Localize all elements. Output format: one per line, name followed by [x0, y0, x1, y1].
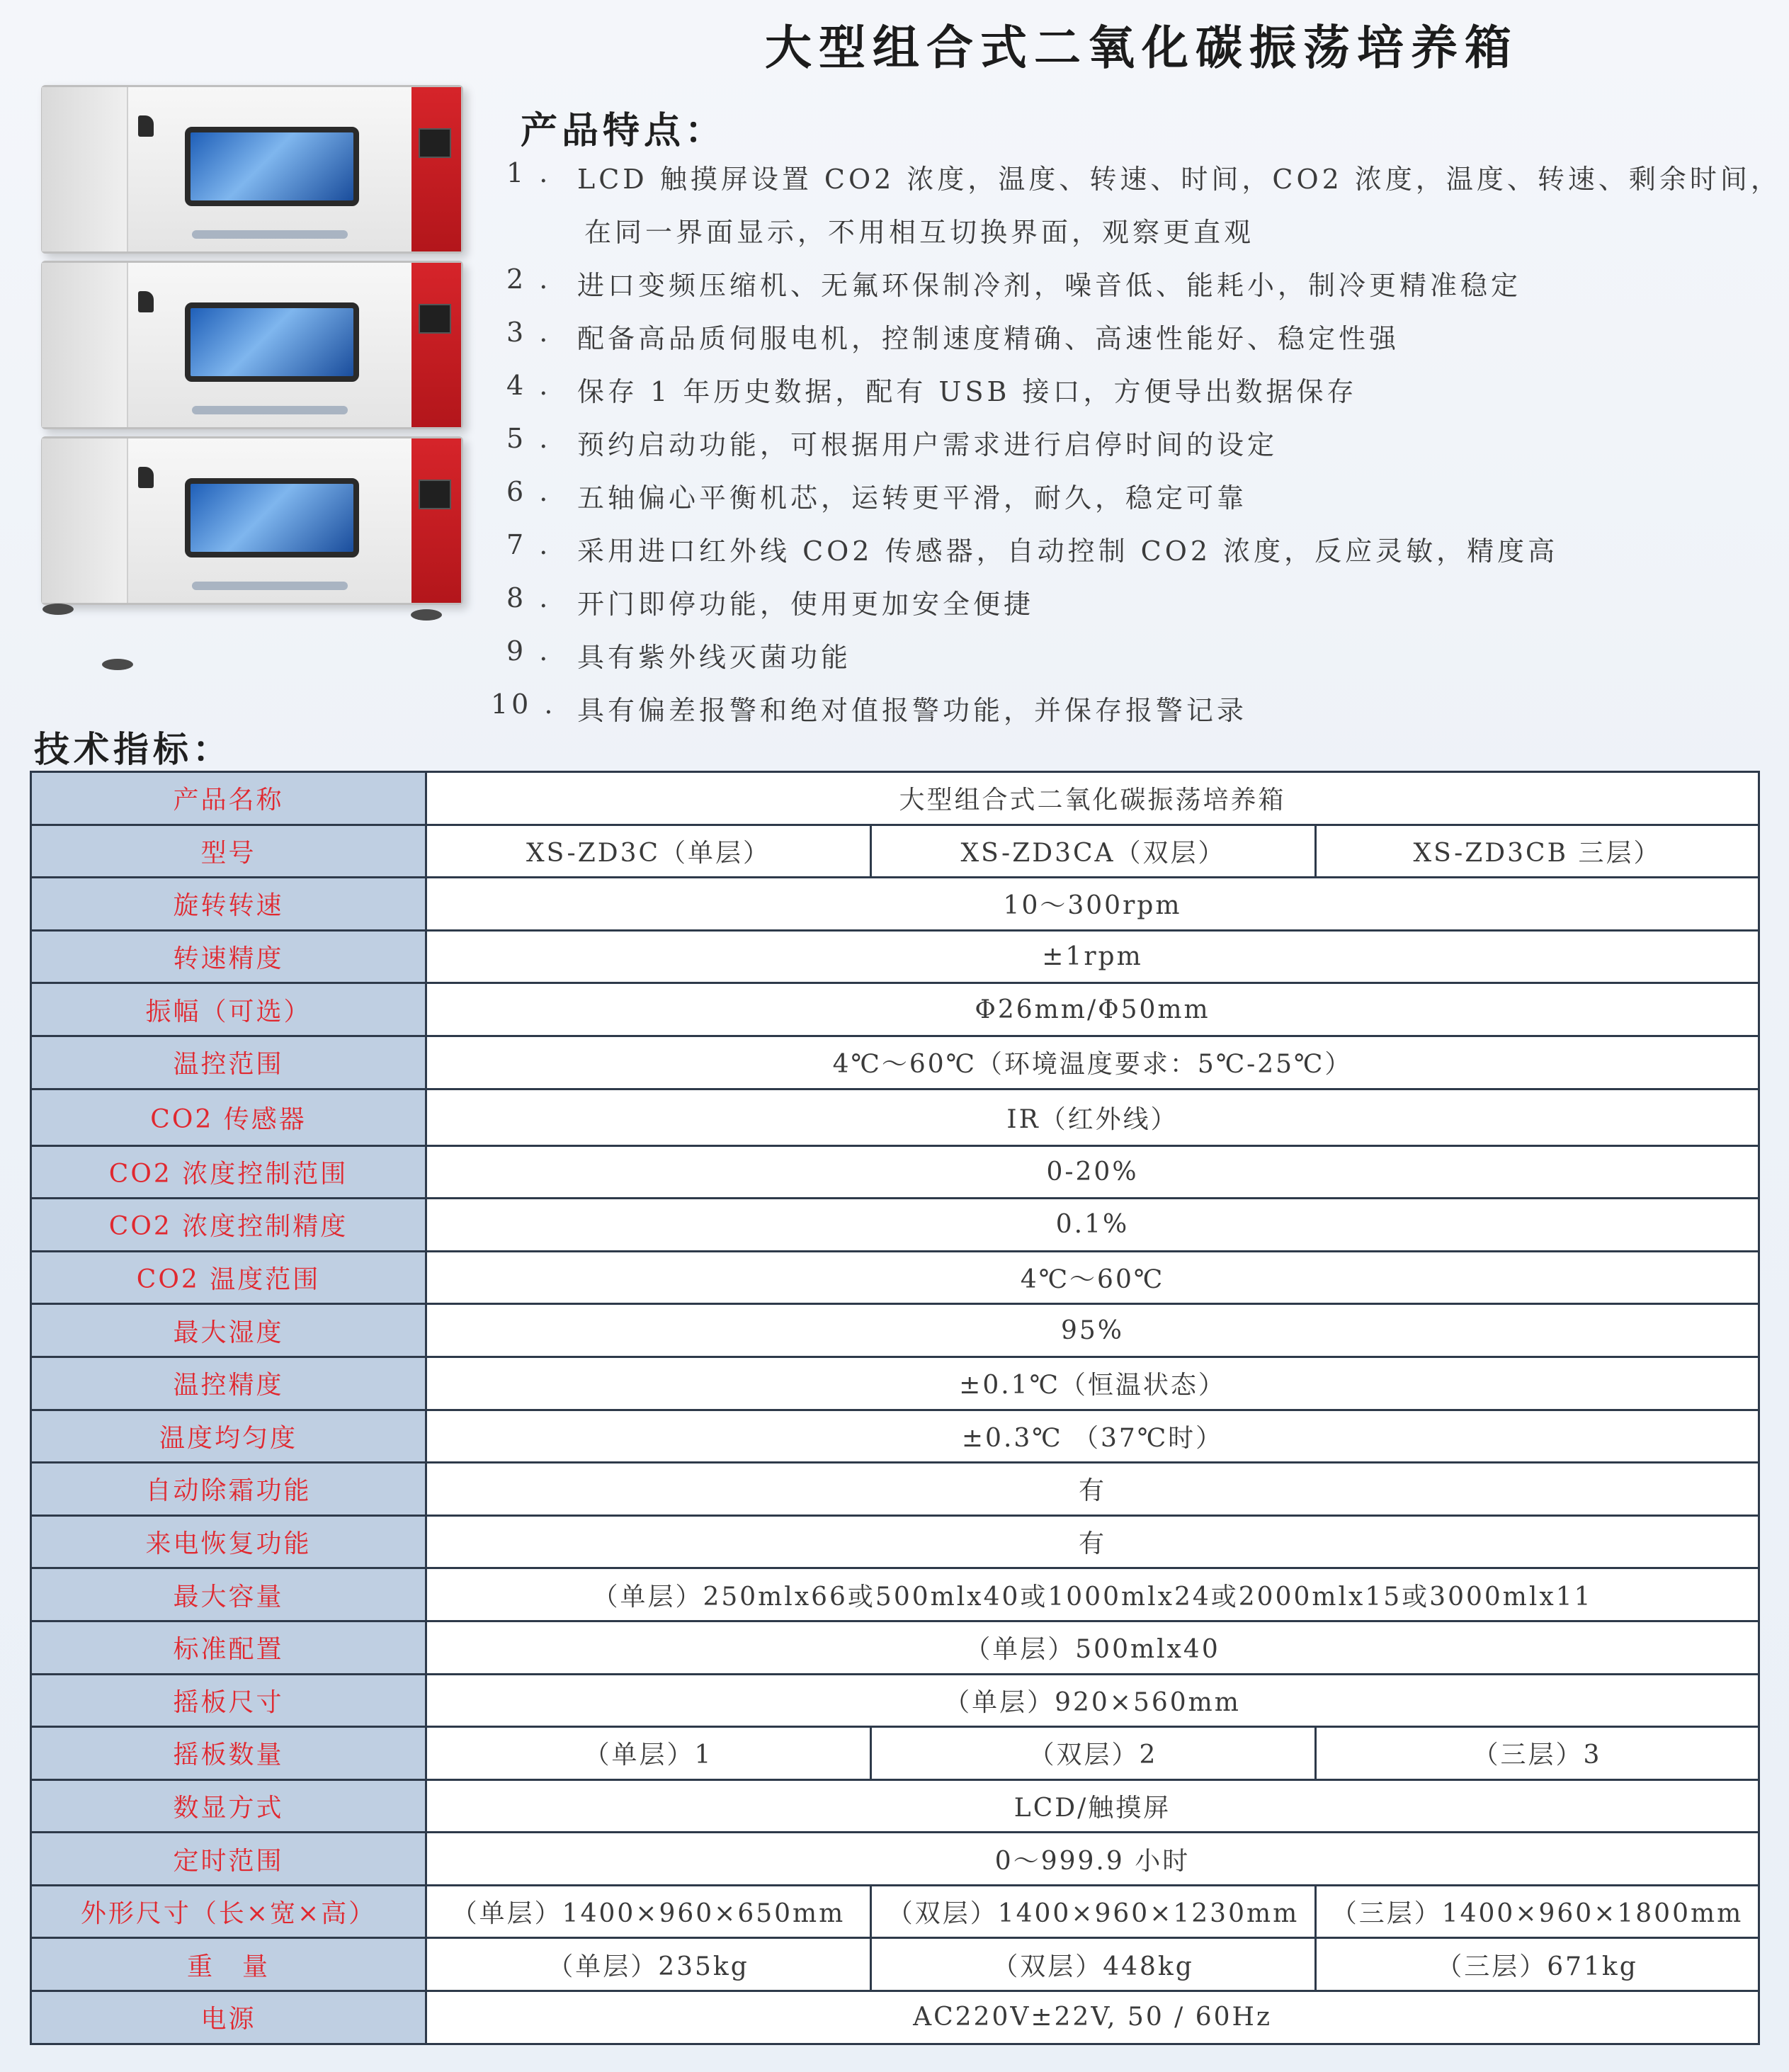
spec-label: 最大湿度	[31, 1304, 426, 1357]
spec-value: 有	[426, 1463, 1759, 1516]
spec-value: XS-ZD3C（单层）	[426, 825, 871, 878]
spec-value: 4℃～60℃	[426, 1251, 1759, 1304]
spec-value: （单层）235kg	[426, 1938, 871, 1991]
spec-value: （单层）1400×960×650mm	[426, 1885, 871, 1938]
spec-label: 型号	[31, 825, 426, 878]
feature-text: 具有偏差报警和绝对值报警功能，并保存报警记录	[577, 695, 1248, 726]
spec-value: XS-ZD3CB 三层）	[1316, 825, 1759, 878]
spec-row	[31, 1463, 1759, 1516]
spec-value: （三层）1400×960×1800mm	[1316, 1885, 1759, 1938]
spec-row	[31, 1833, 1759, 1886]
spec-row	[31, 1568, 1759, 1621]
spec-value: 95%	[426, 1304, 1759, 1357]
spec-row	[31, 1089, 1759, 1145]
features-heading: 产品特点：	[521, 109, 727, 152]
spec-value: （三层）3	[1316, 1727, 1759, 1780]
spec-row	[31, 1938, 1759, 1991]
spec-value: 有	[426, 1515, 1759, 1568]
spec-value: XS-ZD3CA（双层）	[871, 825, 1316, 878]
spec-label: 电源	[31, 1991, 426, 2044]
spec-label: 振幅（可选）	[31, 983, 426, 1036]
spec-value: （单层）920×560mm	[426, 1674, 1759, 1727]
spec-value: ±0.3℃ （37℃时）	[426, 1410, 1759, 1463]
spec-row	[31, 878, 1759, 931]
spec-row	[31, 825, 1759, 878]
spec-value: 0-20%	[426, 1145, 1759, 1199]
spec-row	[31, 1410, 1759, 1463]
feature-text: 在同一界面显示，不用相互切换界面，观察更直观	[584, 217, 1255, 248]
spec-table	[30, 771, 1760, 2045]
spec-label: CO2 传感器	[31, 1089, 426, 1145]
elephant-logo-icon	[138, 467, 154, 488]
spec-row	[31, 1357, 1759, 1410]
incubator-unit-bottom	[41, 436, 463, 605]
feature-number: 1 .	[506, 157, 552, 188]
feature-text: 保存 1 年历史数据，配有 USB 接口，方便导出数据保存	[577, 376, 1358, 407]
spec-value: ±0.1℃（恒温状态）	[426, 1357, 1759, 1410]
spec-label: 温控范围	[31, 1036, 426, 1089]
spec-value: 大型组合式二氧化碳振荡培养箱	[426, 772, 1759, 825]
spec-value: （双层）1400×960×1230mm	[871, 1885, 1316, 1938]
feature-text: LCD 触摸屏设置 CO2 浓度，温度、转速、时间，CO2 浓度，温度、转速、剩余时间，	[577, 164, 1781, 195]
elephant-logo-icon	[138, 291, 154, 312]
spec-label: 外形尺寸（长×宽×高）	[31, 1885, 426, 1938]
feature-number: 9 .	[506, 635, 552, 667]
spec-row	[31, 1036, 1759, 1089]
spec-row	[31, 1991, 1759, 2044]
feature-number: 4 .	[506, 370, 552, 401]
spec-row	[31, 1304, 1759, 1357]
spec-value: AC220V±22V, 50 / 60Hz	[426, 1991, 1759, 2044]
feature-text: 五轴偏心平衡机芯，运转更平滑，耐久，稳定可靠	[577, 482, 1248, 514]
spec-value: LCD/触摸屏	[426, 1779, 1759, 1833]
spec-label: 温控精度	[31, 1357, 426, 1410]
spec-label: 自动除霜功能	[31, 1463, 426, 1516]
spec-row	[31, 930, 1759, 983]
spec-value: 4℃～60℃（环境温度要求：5℃-25℃）	[426, 1036, 1759, 1089]
feature-number: 7 .	[506, 529, 552, 560]
incubator-unit-middle	[41, 261, 463, 429]
spec-label: 重 量	[31, 1938, 426, 1991]
incubator-unit-top	[41, 85, 463, 254]
spec-label: 最大容量	[31, 1568, 426, 1621]
spec-row	[31, 1515, 1759, 1568]
spec-label: 标准配置	[31, 1621, 426, 1674]
spec-heading: 技术指标：	[34, 728, 232, 770]
spec-value: （单层）250mlx66或500mlx40或1000mlx24或2000mlx15或3000mlx11	[426, 1568, 1759, 1621]
spec-label: CO2 温度范围	[31, 1251, 426, 1304]
spec-row	[31, 1674, 1759, 1727]
spec-label: 数显方式	[31, 1779, 426, 1833]
spec-label: 温度均匀度	[31, 1410, 426, 1463]
spec-value: 10～300rpm	[426, 878, 1759, 931]
lcd-display-icon	[419, 304, 451, 334]
spec-value: （双层）448kg	[871, 1938, 1316, 1991]
spec-label: CO2 浓度控制范围	[31, 1145, 426, 1199]
feature-number: 3 .	[506, 317, 552, 348]
spec-label: 转速精度	[31, 930, 426, 983]
spec-row	[31, 1727, 1759, 1780]
spec-row	[31, 1199, 1759, 1252]
feature-text: 配备高品质伺服电机，控制速度精确、高速性能好、稳定性强	[577, 323, 1400, 354]
lcd-display-icon	[419, 480, 451, 509]
spec-row	[31, 1145, 1759, 1199]
feature-number: 6 .	[506, 476, 552, 507]
spec-label: 旋转转速	[31, 878, 426, 931]
page-title: 大型组合式二氧化碳振荡培养箱	[765, 20, 1518, 75]
feature-text: 预约启动功能，可根据用户需求进行启停时间的设定	[577, 429, 1278, 460]
spec-label: 来电恢复功能	[31, 1515, 426, 1568]
spec-value: Φ26mm/Φ50mm	[426, 983, 1759, 1036]
feature-text: 进口变频压缩机、无氟环保制冷剂，噪音低、能耗小，制冷更精准稳定	[577, 270, 1522, 301]
spec-label: 摇板数量	[31, 1727, 426, 1780]
spec-row	[31, 772, 1759, 825]
feature-text: 具有紫外线灭菌功能	[577, 642, 852, 673]
spec-value: 0.1%	[426, 1199, 1759, 1252]
spec-row	[31, 983, 1759, 1036]
feature-number: 10 .	[491, 689, 557, 720]
spec-value: ±1rpm	[426, 930, 1759, 983]
spec-row	[31, 1885, 1759, 1938]
spec-label: 定时范围	[31, 1833, 426, 1886]
spec-value: （双层）2	[871, 1727, 1316, 1780]
feature-text: 采用进口红外线 CO2 传感器，自动控制 CO2 浓度，反应灵敏，精度高	[577, 536, 1559, 567]
lcd-display-icon	[419, 128, 451, 158]
spec-value: （三层）671kg	[1316, 1938, 1759, 1991]
spec-label: 产品名称	[31, 772, 426, 825]
feature-number: 8 .	[506, 582, 552, 613]
spec-value: IR（红外线）	[426, 1089, 1759, 1145]
spec-row	[31, 1251, 1759, 1304]
spec-label: CO2 浓度控制精度	[31, 1199, 426, 1252]
spec-value: 0～999.9 小时	[426, 1833, 1759, 1886]
elephant-logo-icon	[138, 115, 154, 137]
product-image	[28, 71, 467, 694]
spec-row	[31, 1779, 1759, 1833]
feature-number: 2 .	[506, 264, 552, 295]
spec-row	[31, 1621, 1759, 1674]
spec-value: （单层）1	[426, 1727, 871, 1780]
feature-number: 5 .	[506, 423, 552, 454]
spec-label: 摇板尺寸	[31, 1674, 426, 1727]
feature-text: 开门即停功能，使用更加安全便捷	[577, 589, 1035, 620]
spec-value: （单层）500mlx40	[426, 1621, 1759, 1674]
